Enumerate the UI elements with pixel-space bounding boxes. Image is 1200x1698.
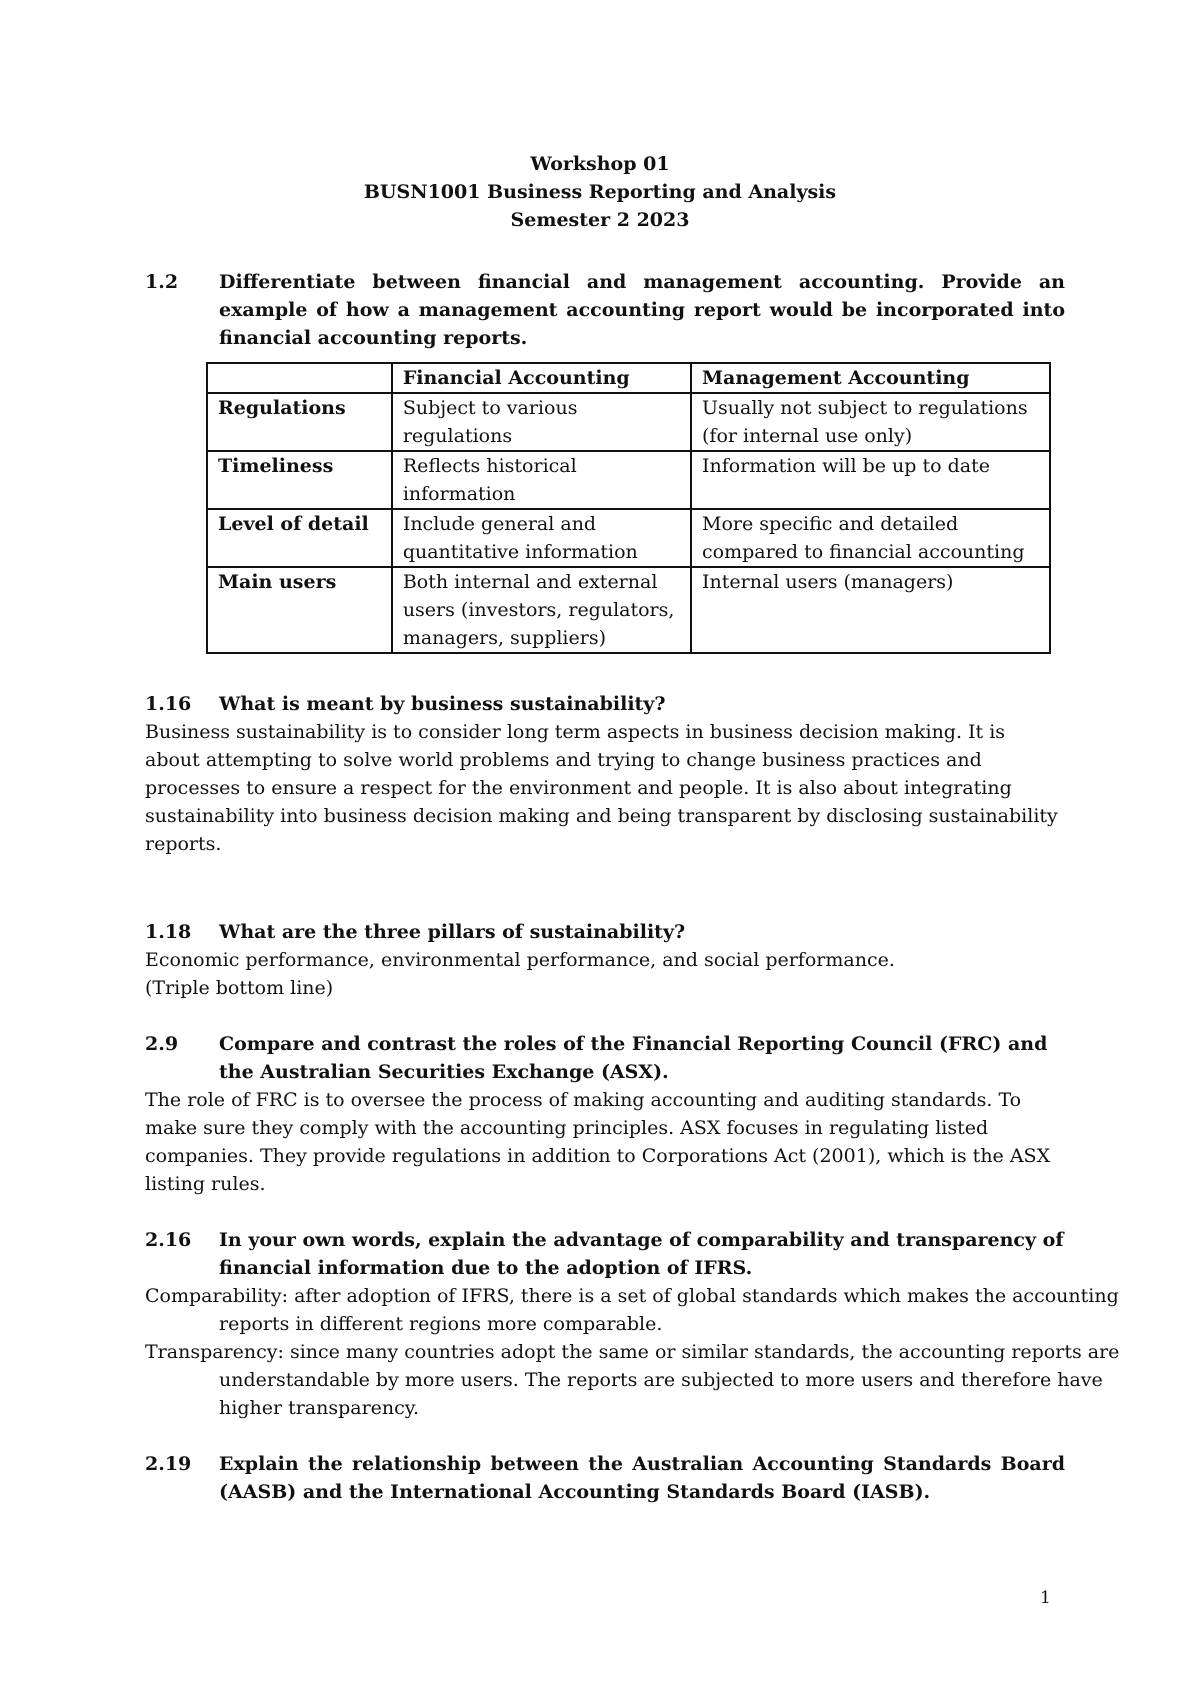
table-row [207, 393, 1050, 451]
table-header-cell [207, 363, 392, 393]
answer-2-16-comparability: Comparability: after adoption of IFRS, there is a set of global standards which makes the accounting reports in different regions more comparable. [145, 1285, 1119, 1335]
comparison-table [206, 362, 1051, 654]
table-cell: Usually not subject to regulations (for internal use only) [691, 393, 1050, 451]
question-body: In your own words, explain the advantage of comparability and transparency of financial information due to the adoption of IFRS. [219, 1229, 1064, 1279]
table-cell: Information will be up to date [691, 451, 1050, 509]
table-row [207, 567, 1050, 653]
answer-1-16: Business sustainability is to consider long term aspects in business decision making. It is about attempting to solve world problems and trying to change business practices and processes to ensure a respect for the environment and people. It is also about integrating sustainability into business decision making and being transparent by disclosing sustainability reports. [145, 721, 1058, 855]
row-header: Level of detail [207, 509, 392, 567]
table-header-row [207, 363, 1050, 393]
question-1-2 [145, 268, 1065, 352]
semester: Semester 2 2023 [510, 209, 690, 231]
answer-2-9: The role of FRC is to oversee the process of making accounting and auditing standards. To make sure they comply with the accounting principles. ASX focuses in regulating listed companies. They provide regulations in addition to Corporations Act (2001), which is the ASX listing rules. [145, 1089, 1051, 1195]
question-text: What are the three pillars of sustainability? [219, 921, 686, 943]
table-cell: Include general and quantitative information [392, 509, 691, 567]
question-number: 1.16 [145, 693, 192, 715]
course-title: BUSN1001 Business Reporting and Analysis [363, 181, 837, 203]
table-row [207, 451, 1050, 509]
question-text: Differentiate between financial and management accounting. Provide an example of how a management accounting report would be incorporated into financial accounting reports. [219, 271, 1065, 349]
question-1-16 [145, 690, 1065, 718]
answer-1-18-line1: Economic performance, environmental performance, and social performance. [145, 949, 895, 971]
table-cell: Internal users (managers) [691, 567, 1050, 653]
table-cell: Subject to various regulations [392, 393, 691, 451]
answer-2-16-transparency: Transparency: since many countries adopt the same or similar standards, the accounting reports are understandable by more users. The reports are subjected to more users and therefore have higher transparency. [145, 1341, 1120, 1419]
table-cell: More specific and detailed compared to financial accounting [691, 509, 1050, 567]
row-header: Regulations [207, 393, 392, 451]
question-number: 1.18 [145, 921, 192, 943]
question-number: 2.9 [145, 1033, 179, 1055]
table-cell: Reflects historical information [392, 451, 691, 509]
question-2-9 [145, 1030, 1065, 1086]
table-header-cell: Financial Accounting [392, 363, 691, 393]
question-number: 2.19 [145, 1453, 192, 1475]
answer-1-18-line2: (Triple bottom line) [145, 977, 334, 999]
question-2-16 [145, 1226, 1065, 1282]
row-header: Main users [207, 567, 392, 653]
doc-title: Workshop 01 [530, 153, 670, 175]
table-row [207, 509, 1050, 567]
row-header: Timeliness [207, 451, 392, 509]
question-1-18 [145, 918, 1065, 946]
question-2-19 [145, 1450, 1065, 1506]
question-text [145, 1226, 1065, 1282]
page-number: 1 [1040, 1588, 1051, 1608]
question-text: Compare and contrast the roles of the Financial Reporting Council (FRC) and the Australian Securities Exchange (ASX). [219, 1033, 1048, 1083]
table-cell: Both internal and external users (investors, regulators, managers, suppliers) [392, 567, 691, 653]
question-number: 1.2 [145, 271, 179, 293]
question-number: 2.16 [145, 1229, 192, 1251]
question-text: What is meant by business sustainability? [219, 693, 666, 715]
table-header-cell: Management Accounting [691, 363, 1050, 393]
question-text: Explain the relationship between the Australian Accounting Standards Board (AASB) and the International Accounting Standards Board (IASB). [219, 1453, 1065, 1503]
